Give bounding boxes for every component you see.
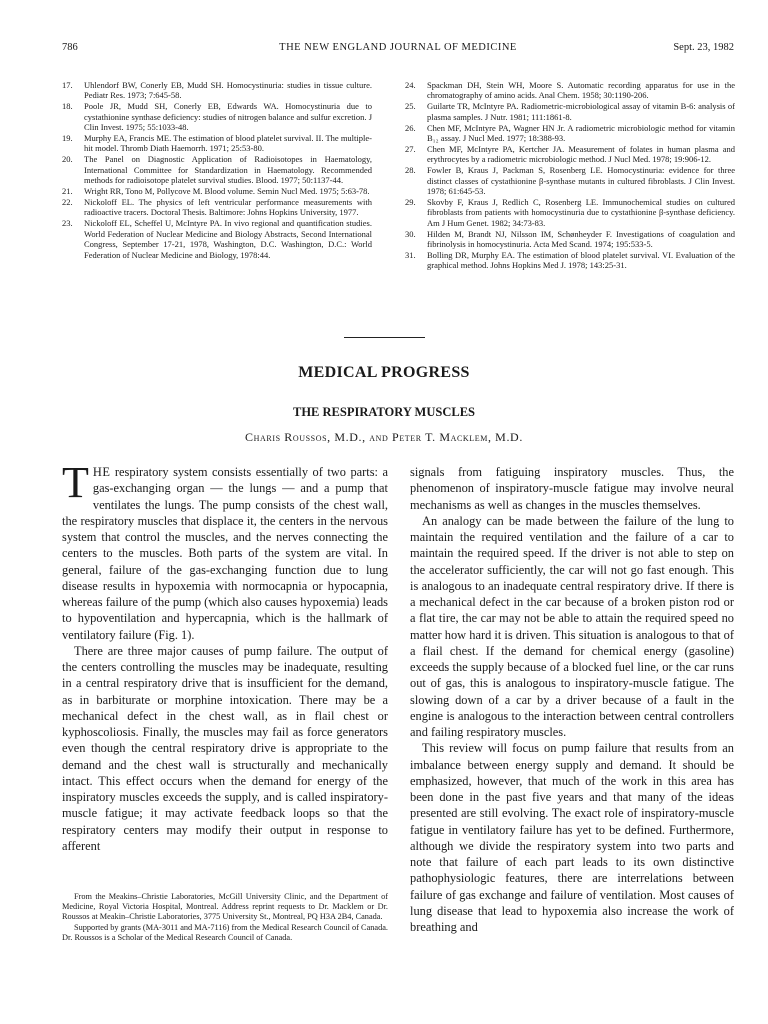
reference-number: 29. [405, 196, 416, 207]
section-heading: MEDICAL PROGRESS [298, 364, 470, 381]
reference-number: 22. [62, 196, 73, 207]
reference-item [405, 165, 735, 196]
reference-text: Uhlendorf BW, Conerly EB, Mudd SH. Homocystinuria: studies in tissue culture. Pediatr Res. 1973; 7:645-58. [84, 80, 372, 101]
reference-number: 31. [405, 250, 416, 260]
author-name: Peter T. Macklem, M.D. [392, 430, 523, 444]
section-divider [344, 337, 425, 338]
reference-item [62, 80, 372, 101]
reference-text: Hilden M, Brandt NJ, Nilsson IM, Schønheyder F. Investigations of coagulation and fibrinolysis in homocystinuria. Acta Med Scand. 1974; 195:533-5. [427, 228, 735, 250]
reference-text: Spackman DH, Stein WH, Moore S. Automatic recording apparatus for use in the chromatography of amino acids. Anal Chem. 1958; 30:1190-206. [427, 80, 735, 101]
references-right-column [405, 80, 735, 271]
reference-number: 20. [62, 154, 73, 165]
reference-item [405, 123, 735, 144]
issue-date: Sept. 23, 1982 [673, 42, 734, 53]
reference-number: 21. [62, 186, 73, 197]
reference-text: Skovby F, Kraus J, Redlich C, Rosenberg LE. Immunochemical studies on cultured fibroblasts from patients with homocystinuria due to cystathionine β-synthase deficiency. Am J Hum Genet. 1982; 34:73-83. [427, 196, 735, 228]
lead-in: HE [92, 465, 111, 479]
reference-number: 27. [405, 143, 416, 154]
author-line [0, 430, 768, 445]
reference-item [405, 250, 735, 271]
body-column-right [410, 464, 734, 935]
reference-text: Nickoloff EL, Scheffel U, McIntyre PA. In vivo regional and quantification studies. World Federation of Nuclear Medicine and Biology Abstracts, Second International Congress, September 17-21, 1978, Washington, D.C. Washington, D.C.: World Federation of Nuclear Medicine and Biology, 1978:44. [84, 218, 372, 260]
reference-text: Bolling DR, Murphy EA. The estimation of blood platelet survival. VI. Evaluation of the graphical method. Johns Hopkins Med J. 1978; 143:25-31. [427, 250, 735, 271]
reference-number: 28. [405, 165, 416, 176]
reference-number: 19. [62, 133, 73, 144]
reference-item [62, 186, 372, 196]
reference-number: 30. [405, 228, 416, 239]
reference-number: 25. [405, 101, 416, 112]
reference-text: Nickoloff EL. The physics of left ventricular performance measurements with radioactive tracers. Doctoral Thesis. Baltimore: Johns Hopkins University, 1977. [84, 196, 372, 218]
reference-number: 24. [405, 80, 416, 90]
reference-text: The Panel on Diagnostic Application of Radioisotopes in Haematology, International Committee for Standardization in Haematology. Recommended methods for radioisotope platelet survival studies. Blood. 1977; 50:1137-44. [84, 154, 372, 186]
reference-item [405, 144, 735, 165]
article-title: THE RESPIRATORY MUSCLES [292, 405, 475, 419]
body-paragraph: signals from fatiguing inspiratory muscles. Thus, the phenomenon of inspiratory-muscle fatigue may involve neural mechanisms as well as changes in the muscles themselves. [410, 465, 734, 512]
affiliation-footnote [62, 892, 388, 944]
paragraph-text: respiratory system consists essentially of two parts: a gas-exchanging organ — the lungs — and a pump that ventilates the lungs. The pump consists of the chest wall, the respiratory muscles that displace it, the centers in the nervous system that control the muscles, and the nerves connecting the centers to the muscles. Both parts of the system are vital. In general, failure of the gas-exchanging function due to lung disease results in hypoxemia with normocapnia or hypocapnia, whereas failure of the pump (which also causes hypoxemia) leads to hypoventilation and hypercapnia, which is the hallmark of ventilatory failure (Fig. 1). [62, 465, 388, 642]
journal-title: THE NEW ENGLAND JOURNAL OF MEDICINE [279, 42, 517, 53]
body-paragraph [62, 458, 388, 643]
reference-item [405, 229, 735, 250]
references-left-column [62, 80, 372, 260]
body-paragraph: An analogy can be made between the failure of the lung to maintain the required ventilation and the failure of a car to maintain the required speed. If the driver is not able to step on the accelerator sufficiently, the car will not go fast enough. This is analogous to an inadequate central respiratory drive. If there is a mechanical defect in the car because of a broken piston rod or a flat tire, the car may not be able to attain the required speed no matter how hard it is driven. This situation is analogous to that of a flail chest. If the demand for chemical energy (gasoline) exceeds the supply because of a blocked fuel line, or the car runs out of gas, this is analogous to inspiratory-muscle fatigue. The slowing down of a car by a driver because of a fault in the engine is analogous to the interaction between central controllers and failing respiratory muscles. [410, 513, 734, 739]
reference-number: 23. [62, 218, 73, 229]
reference-item [62, 197, 372, 218]
reference-number: 17. [62, 80, 73, 90]
reference-text: Murphy EA, Francis ME. The estimation of blood platelet survival. II. The multiple-hit model. Thromb Diath Haemorrh. 1971; 25:53-80. [84, 133, 372, 154]
page-number: 786 [62, 42, 78, 53]
footnote-text: Supported by grants (MA-3011 and MA-7116) from the Medical Research Council of Canada. Dr. Roussos is a Scholar of the Medical Research Council of Canada. [62, 923, 388, 942]
reference-text: Fowler B, Kraus J, Packman S, Rosenberg LE. Homocystinuria: evidence for three distinct classes of cystathionine β-synthase mutants in cultured fibroblasts. J Clin Invest. 1978; 61:645-53. [427, 165, 735, 197]
reference-number: 26. [405, 122, 416, 133]
reference-item [405, 197, 735, 228]
reference-text: Guilarte TR, McIntyre PA. Radiometric-microbiological assay of vitamin B-6: analysis of plasma samples. J Nutr. 1981; 111:1861-8. [427, 101, 735, 122]
reference-item [62, 101, 372, 132]
author-conjunction: and [369, 430, 389, 444]
body-paragraph: This review will focus on pump failure that results from an imbalance between energy supply and demand. It should be emphasized, however, that much of the work in this area has been done in the past five years and that many of the ideas presented are still evolving. The exact role of inspiratory-muscle fatigue in ventilatory failure has yet to be defined. Furthermore, although we divide the respiratory system into two parts and note that failure of each part leads to its own distinctive pathophysiologic features, there are interrelations between failure of gas exchange and failure of ventilation. Most causes of lung disease that lead to hypoxemia also increase the work of breathing and [410, 741, 734, 934]
drop-cap: T [62, 458, 89, 507]
footnote-text: From the Meakins–Christie Laboratories, McGill University Clinic, and the Department of Medicine, Royal Victoria Hospital, Montreal. Address reprint requests to Dr. Macklem or Dr. Roussos at Meakin–Christie Laboratories, 3775 University St., Montreal, PQ H3A 2B4, Canada. [62, 892, 388, 921]
reference-item [62, 154, 372, 185]
author-name: Charis Roussos, M.D., [245, 430, 366, 444]
reference-item [62, 133, 372, 154]
reference-item [405, 80, 735, 101]
body-column-left [62, 458, 388, 854]
running-header [62, 42, 734, 56]
reference-text: Chen MF, McIntyre PA, Wagner HN Jr. A radiometric microbiologic method for vitamin B₁₂ assay. J Nucl Med. 1977; 18:388-93. [427, 122, 735, 144]
reference-text: Wright RR, Tono M, Pollycove M. Blood volume. Semin Nucl Med. 1975; 5:63-78. [84, 186, 370, 197]
reference-text: Chen MF, McIntyre PA, Kertcher JA. Measurement of folates in human plasma and erythrocytes by a radiometric microbiologic method. J Nucl Med. 1978; 19:906-12. [427, 143, 735, 165]
reference-number: 18. [62, 101, 73, 112]
reference-item [62, 218, 372, 260]
reference-item [405, 101, 735, 122]
reference-text: Poole JR, Mudd SH, Conerly EB, Edwards WA. Homocystinuria due to cystathionine synthase deficiency: studies of nitrogen balance and sulfur excretion. J Clin Invest. 1975; 55:1033-48. [84, 101, 372, 133]
body-paragraph: There are three major causes of pump failure. The output of the centers controlling the muscles may be inadequate, resulting in a central respiratory drive that is insufficient for the demand, as in barbiturate or morphine intoxication. There may be a mechanical defect in the chest wall, as in flail chest or kyphoscoliosis. Finally, the muscles may fail as force generators even though the central respiratory drive is appropriate to the demand and the chest wall is structurally and mechanically intact. This effect occurs when the demand for energy of the inspiratory muscles exceeds the supply, and is called inspiratory-muscle fatigue; it may activate feedback loops so that the respiratory centers may modify their output in response to afferent [62, 643, 388, 853]
